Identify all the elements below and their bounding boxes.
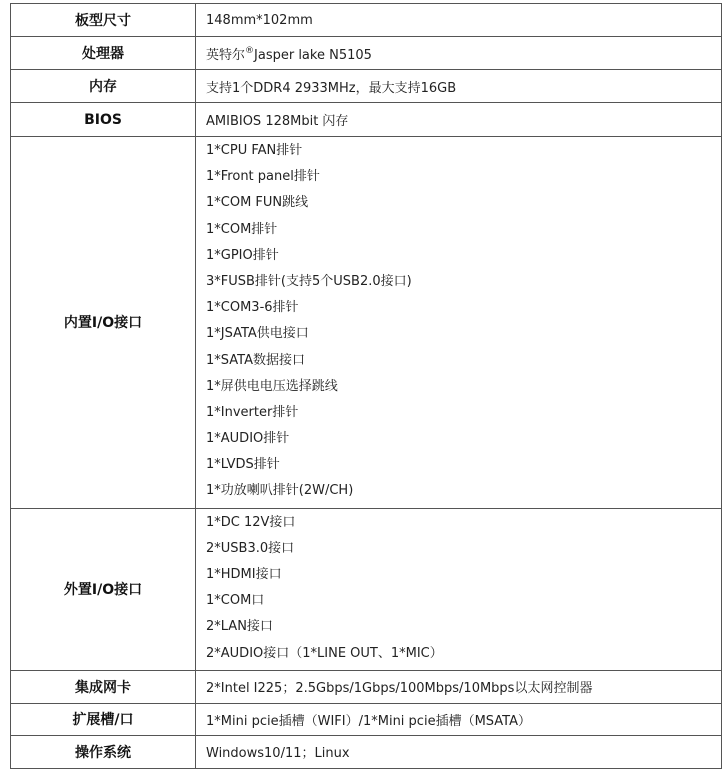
list-item: 1*SATA数据接口 [206, 352, 305, 368]
processor-label: 处理器 [11, 37, 196, 70]
list-item: 1*Inverter排针 [206, 404, 299, 420]
expansion-value: 1*Mini pcie插槽（WIFI）/1*Mini pcie插槽（MSATA） [196, 703, 722, 735]
memory-value: 支持1个DDR4 2933MHz，最大支持16GB [196, 70, 722, 103]
memory-label: 内存 [11, 70, 196, 103]
processor-model: Jasper lake N5105 [254, 47, 372, 63]
network-label: 集成网卡 [11, 670, 196, 703]
list-item: 2*AUDIO接口（1*LINE OUT、1*MIC） [206, 645, 443, 661]
internal-io-list [196, 137, 722, 509]
list-item: 1*COM FUN跳线 [206, 195, 309, 211]
row-bios [11, 103, 722, 137]
list-item: 1*屏供电电压选择跳线 [206, 378, 338, 394]
row-external-io [11, 508, 722, 670]
list-item: 1*DC 12V接口 [206, 514, 296, 530]
list-item: 1*COM3-6排针 [206, 300, 299, 316]
external-io-list [196, 508, 722, 670]
os-label: 操作系统 [11, 735, 196, 768]
expansion-label: 扩展槽/口 [11, 703, 196, 735]
list-item: 1*Front panel排针 [206, 169, 320, 185]
list-item: 2*USB3.0接口 [206, 540, 295, 556]
registered-mark: ® [245, 45, 255, 56]
row-board-size [11, 4, 722, 37]
row-internal-io [11, 137, 722, 509]
spec-table [10, 3, 722, 769]
board-size-label: 板型尺寸 [11, 4, 196, 37]
list-item: 3*FUSB排针(支持5个USB2.0接口) [206, 273, 412, 289]
list-item: 1*CPU FAN排针 [206, 143, 303, 158]
processor-brand: 英特尔 [206, 47, 246, 63]
row-os [11, 735, 722, 768]
network-value: 2*Intel I225；2.5Gbps/1Gbps/100Mbps/10Mbps以太网控制器 [196, 670, 722, 703]
list-item: 1*GPIO排针 [206, 247, 279, 263]
bios-value: AMIBIOS 128Mbit 闪存 [196, 103, 722, 137]
processor-value [196, 37, 722, 70]
os-value: Windows10/11；Linux [196, 735, 722, 768]
list-item: 1*LVDS排针 [206, 457, 280, 473]
external-io-label: 外置I/O接口 [11, 508, 196, 670]
row-network [11, 670, 722, 703]
list-item: 1*HDMI接口 [206, 567, 282, 582]
row-processor [11, 37, 722, 70]
list-item: 1*JSATA供电接口 [206, 326, 309, 342]
internal-io-label: 内置I/O接口 [11, 137, 196, 509]
row-memory [11, 70, 722, 103]
list-item: 1*COM排针 [206, 221, 278, 237]
list-item: 2*LAN接口 [206, 619, 273, 635]
list-item: 1*AUDIO排针 [206, 431, 290, 447]
list-item: 1*COM口 [206, 593, 265, 609]
row-expansion [11, 703, 722, 735]
list-item: 1*功放喇叭排针(2W/CH) [206, 483, 354, 499]
board-size-value: 148mm*102mm [196, 4, 722, 37]
bios-label: BIOS [11, 103, 196, 137]
